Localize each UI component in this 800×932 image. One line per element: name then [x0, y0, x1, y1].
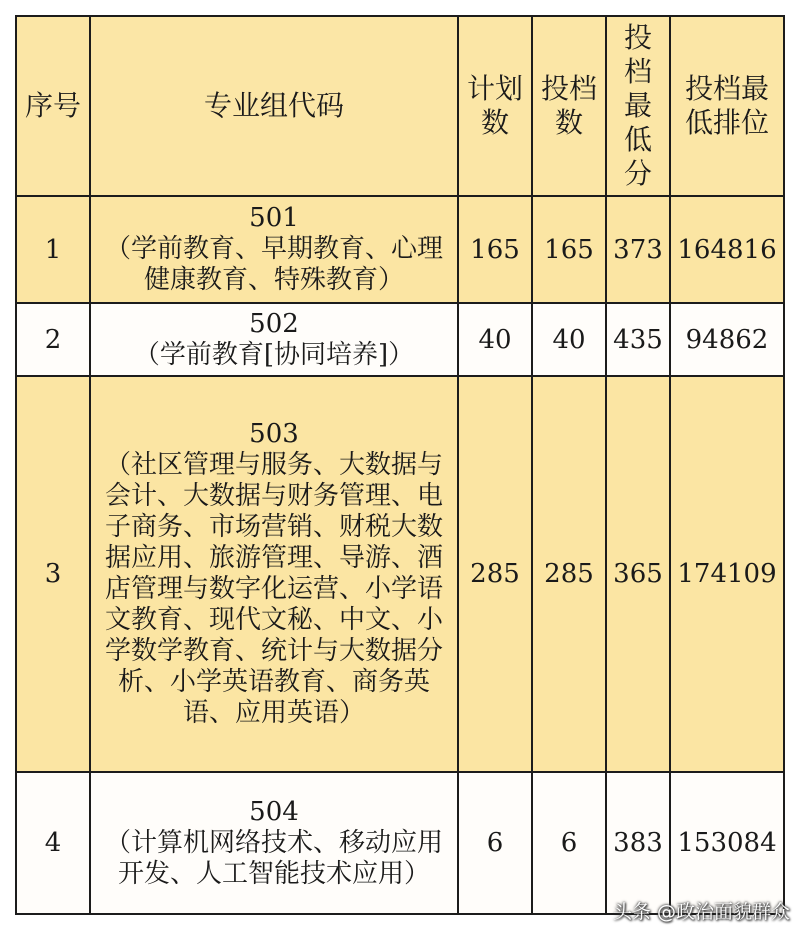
cell-seq: 4 — [16, 772, 90, 914]
cell-plan: 165 — [458, 196, 532, 303]
group-majors: （学前教育[协同培养]） — [133, 339, 415, 370]
group-code: 504 — [249, 796, 299, 827]
table-row — [16, 376, 784, 772]
cell-min-score: 435 — [606, 303, 670, 376]
cell-plan: 40 — [458, 303, 532, 376]
cell-seq: 1 — [16, 196, 90, 303]
header-admitted: 投档数 — [532, 16, 606, 196]
group-majors: （社区管理与服务、大数据与会计、大数据与财务管理、电子商务、市场营销、财税大数据应用、旅游管理、导游、酒店管理与数字化运营、小学语文教育、现代文秘、中文、小学数学教育、统计与大数据分析、小学英语教育、商务英语、应用英语） — [104, 450, 443, 728]
table-row — [16, 772, 784, 914]
cell-seq: 2 — [16, 303, 90, 376]
cell-min-score: 383 — [606, 772, 670, 914]
header-group-code: 专业组代码 — [90, 16, 458, 196]
header-row — [16, 16, 784, 196]
cell-min-rank: 164816 — [670, 196, 784, 303]
cell-admitted: 165 — [532, 196, 606, 303]
admission-table — [15, 15, 785, 915]
cell-seq: 3 — [16, 376, 90, 772]
cell-admitted: 40 — [532, 303, 606, 376]
cell-group — [90, 196, 458, 303]
cell-min-rank: 94862 — [670, 303, 784, 376]
header-seq: 序号 — [16, 16, 90, 196]
table-row — [16, 196, 784, 303]
cell-plan: 6 — [458, 772, 532, 914]
header-plan: 计划数 — [458, 16, 532, 196]
cell-admitted: 285 — [532, 376, 606, 772]
cell-group — [90, 376, 458, 772]
header-min-rank: 投档最低排位 — [670, 16, 784, 196]
cell-group — [90, 772, 458, 914]
cell-min-rank: 153084 — [670, 772, 784, 914]
table-row — [16, 303, 784, 376]
header-min-score: 投档最低分 — [606, 16, 670, 196]
cell-admitted: 6 — [532, 772, 606, 914]
cell-min-score: 365 — [606, 376, 670, 772]
group-code: 503 — [249, 419, 299, 449]
cell-plan: 285 — [458, 376, 532, 772]
group-code: 501 — [249, 203, 299, 233]
cell-group — [90, 303, 458, 376]
group-code: 502 — [249, 308, 299, 339]
group-majors: （计算机网络技术、移动应用开发、人工智能技术应用） — [104, 827, 443, 889]
group-majors: （学前教育、早期教育、心理健康教育、特殊教育） — [104, 234, 443, 295]
cell-min-score: 373 — [606, 196, 670, 303]
watermark: 头条 @政治面貌群众 — [612, 901, 790, 923]
cell-min-rank: 174109 — [670, 376, 784, 772]
